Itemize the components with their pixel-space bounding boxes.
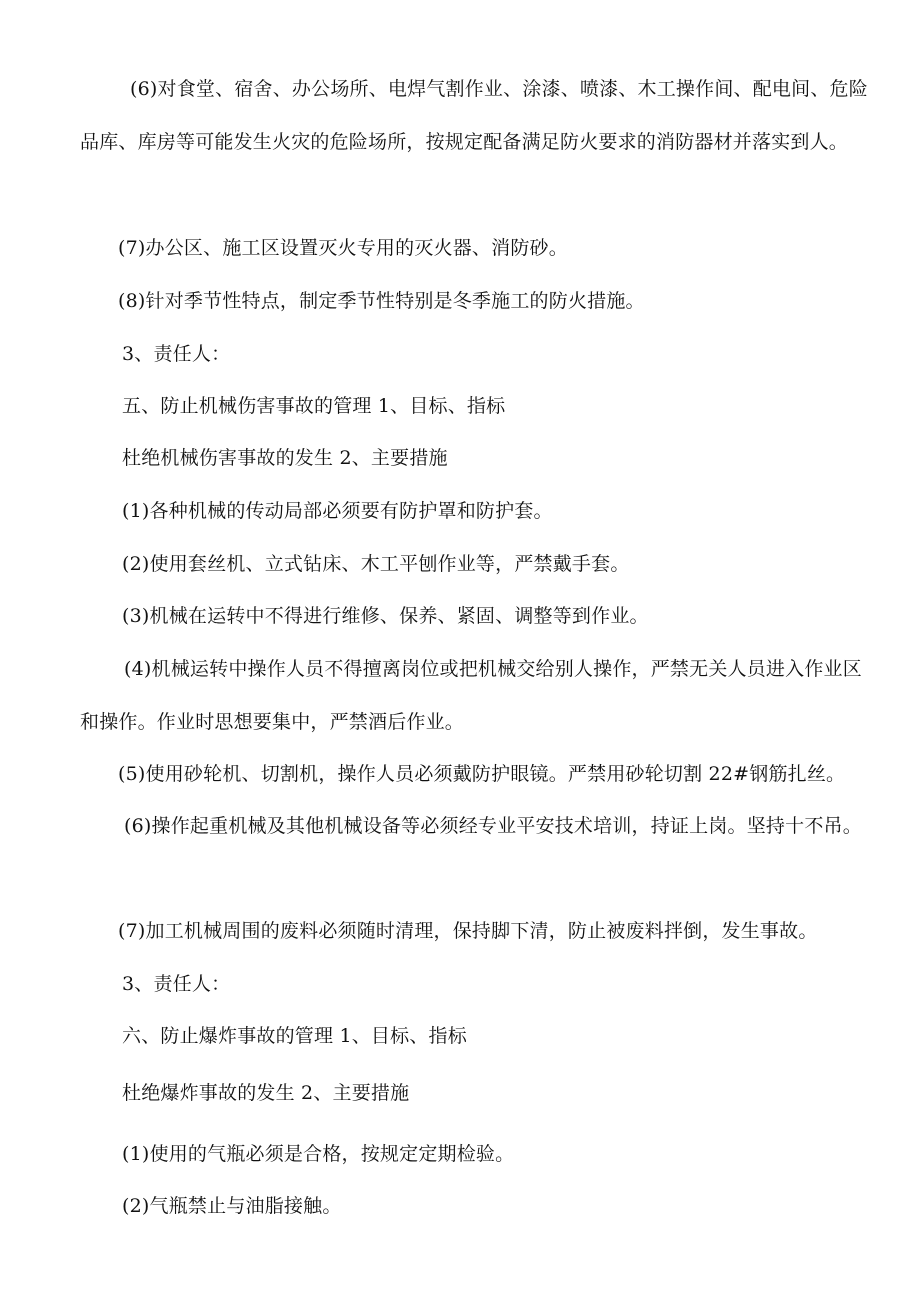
paragraph-operator-rules: (4)机械运转中操作人员不得擅离岗位或把机械交给别人操作，严禁无关人员进入作业区和操作。作业时思想要集中，严禁酒后作业。 [80, 658, 862, 733]
paragraph-responsible-person-2: 3、责任人： [122, 973, 231, 995]
paragraph-guards: (1)各种机械的传动局部必须要有防护罩和防护套。 [122, 500, 553, 522]
section-heading-explosion: 六、防止爆炸事故的管理 1、目标、指标 [122, 1025, 467, 1047]
paragraph-no-maintenance-running: (3)机械在运转中不得进行维修、保养、紧固、调整等到作业。 [122, 605, 649, 627]
paragraph-responsible-person: 3、责任人： [122, 343, 231, 365]
paragraph-extinguishers: (7)办公区、施工区设置灭火专用的灭火器、消防砂。 [118, 237, 568, 259]
paragraph-explosion-goal: 杜绝爆炸事故的发生 2、主要措施 [122, 1082, 410, 1104]
paragraph-gas-cylinder-grease: (2)气瓶禁止与油脂接触。 [122, 1195, 342, 1217]
paragraph-fire-equipment: (6)对食堂、宿舍、办公场所、电焊气割作业、涂漆、喷漆、木工操作间、配电间、危险品库、库房等可能发生火灾的危险场所，按规定配备满足防火要求的消防器材并落实到人。 [80, 78, 868, 153]
section-heading-machinery: 五、防止机械伤害事故的管理 1、目标、指标 [122, 395, 506, 417]
paragraph-seasonal-measures: (8)针对季节性特点，制定季节性特别是冬季施工的防火措施。 [118, 290, 645, 312]
paragraph-machinery-goal: 杜绝机械伤害事故的发生 2、主要措施 [122, 447, 448, 469]
paragraph-gas-cylinder-inspection: (1)使用的气瓶必须是合格，按规定定期检验。 [122, 1143, 515, 1165]
paragraph-grinder-safety: (5)使用砂轮机、切割机，操作人员必须戴防护眼镜。严禁用砂轮切割 22#钢筋扎丝。 [118, 763, 846, 785]
paragraph-waste-cleanup: (7)加工机械周围的废料必须随时清理，保持脚下清，防止被废料拌倒，发生事故。 [118, 920, 818, 942]
paragraph-crane-training: (6)操作起重机械及其他机械设备等必须经专业平安技术培训，持证上岗。坚持十不吊。 [124, 815, 862, 837]
paragraph-no-gloves: (2)使用套丝机、立式钻床、木工平刨作业等，严禁戴手套。 [122, 553, 630, 575]
